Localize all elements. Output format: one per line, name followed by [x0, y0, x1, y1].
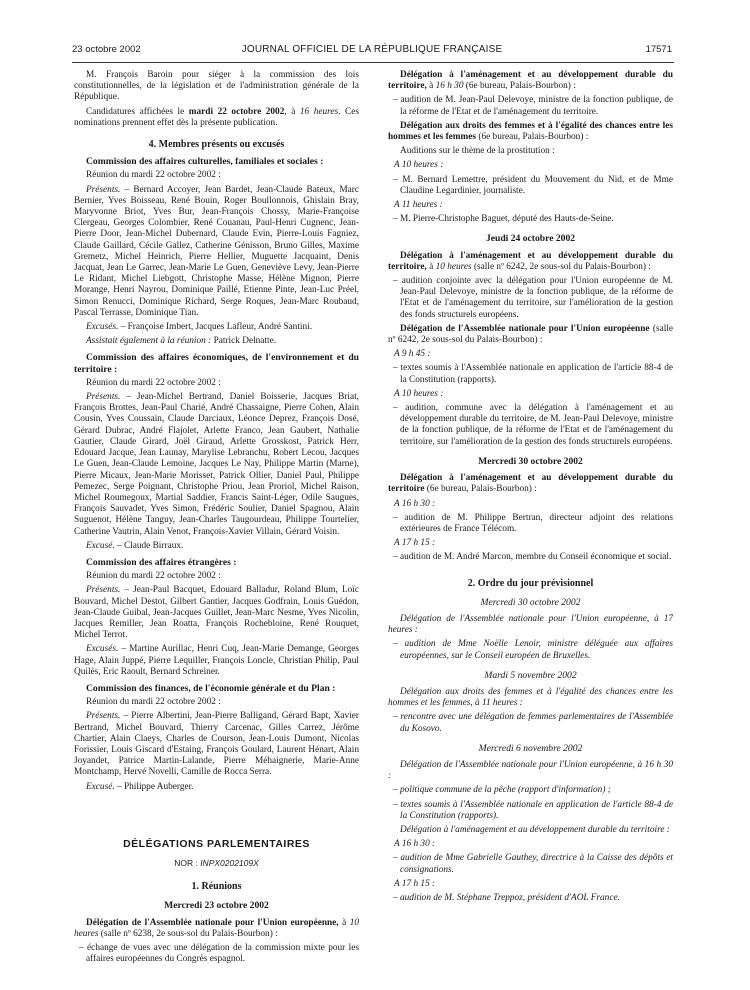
ordre-delegation-ue: Délégation de l'Assemblée nationale pour l'Union européenne, à 17 heures : — [388, 613, 673, 636]
time-label: A 17 h 15 : — [394, 538, 436, 549]
commission-economiques-present — [74, 392, 359, 538]
commission-economiques-title: Commission des affaires économiques, de l'environnement et du territoire : — [74, 352, 359, 375]
commission-economiques-excused — [74, 541, 359, 552]
time-label: A 9 h 45 : — [394, 349, 431, 360]
delegation-amenagement-title-3 — [388, 473, 673, 495]
attend-list: Patrick Delnatte. — [211, 336, 277, 347]
title-rest: (salle nº 6238, 2e sous-sol du Palais-Bourbon) : — [98, 928, 278, 939]
attend-label: Assistait également à la réunion : — [86, 336, 212, 347]
commission-etrangeres-meeting: Réunion du mardi 22 octobre 2002 : — [86, 571, 221, 582]
agenda-item: – audition de Mme Gabrielle Gauthey, directrice à la Caisse des dépôts et consignations. — [393, 853, 673, 875]
excused-label: Excusés. — [86, 322, 119, 333]
header-rule — [72, 62, 674, 63]
candidatures-paragraph — [74, 107, 359, 129]
agenda-item: – audition de Mme Noëlle Lenoir, ministre déléguée aux affaires européennes, sur le Conseil européen de Bruxelles. — [393, 639, 673, 661]
excused-list: – Martine Aurillac, Henri Cuq, Jean-Marie Demange, Georges Hage, Alain Juppé, Pierre Lequiller, François Loncle, Christian Philip, Paul Quilès, Eric Raoult, Bernard Schreiner. — [74, 644, 359, 677]
agenda-item: – audition de M. Philippe Bertran, directeur adjoint des relations extérieures de France Télécom. — [393, 512, 673, 534]
excused-label: Excusé. — [86, 540, 115, 551]
intro2-post: . Ces nominations prennent effet dès la présente publication. — [74, 106, 359, 128]
agenda-item: – audition de M. Stéphane Treppoz, président d'AOL France. — [393, 892, 620, 903]
title-pre: à — [338, 917, 350, 928]
left-column — [74, 70, 359, 968]
page-number: 17571 — [645, 44, 672, 55]
commission-culturelles-excused — [74, 322, 359, 333]
commission-culturelles-present — [74, 185, 359, 319]
title-rest: (salle nº 6242, 2e sous-sol du Palais-Bourbon) : — [471, 261, 651, 272]
ordre-du-jour-title: 2. Ordre du jour prévisionnel — [467, 577, 594, 589]
commission-culturelles-title: Commission des affaires culturelles, familiales et sociales : — [86, 156, 324, 168]
commission-finances-title: Commission des finances, de l'économie générale et du Plan : — [86, 682, 336, 694]
excused-list: – Françoise Imbert, Jacques Lafleur, André Santini. — [118, 322, 313, 333]
delegation-amenagement-title-2 — [388, 251, 673, 273]
commission-finances-excused — [74, 782, 359, 793]
title-rest: (6e bureau, Palais-Bourbon) : — [476, 132, 589, 143]
agenda-item: – textes soumis à l'Assemblée nationale en application de l'article 88-4 de la Constitution (rapports). — [393, 363, 673, 385]
commission-finances-present — [74, 711, 359, 778]
ordre-delegation-femmes: Délégation aux droits des femmes et à l'égalité des chances entre les hommes et les femmes, à 11 heures : — [388, 686, 673, 709]
title-pre: à — [426, 81, 436, 92]
intro2-mid: , à — [284, 106, 300, 117]
delegation-amenagement-title — [388, 70, 673, 92]
present-label: Présents. — [86, 392, 121, 403]
agenda-item: – audition, commune avec la délégation à l'aménagement et au développement durable du territoire, de M. Jean-Paul Delevoye, ministre de la fonction publique, de la réforme de l'Etat et de l'aménagement du territoire, sur l'amélioration de la gestion des fonds structurels européens. — [393, 403, 673, 447]
present-label: Présents. — [86, 711, 121, 722]
present-list: – Pierre Albertini, Jean-Pierre Balligand, Gérard Bapt, Xavier Bertrand, Michel Bouvard, Thierry Carcenac, Gilles Carrez, Jérôme Chartier, Alain Claeys, Charles de Courson, Jean-Louis Dumont, Nicolas Forissier, Louis Giscard d'Estaing, François Goulard, Laurent Hénart, Alain Joyandet, Patrice Martin-Lalande, Pierre Méhaignerie, Marie-Anne Montchamp, Hervé Novelli, Camille de Rocca Serra. — [74, 711, 359, 778]
time-label: A 10 heures : — [394, 160, 444, 171]
intro-paragraph: M. François Baroin pour siéger à la commission des lois constitutionnelles, de la législation et de l'administration générale de la République. — [74, 70, 359, 103]
date-heading-wed23: Mercredi 23 octobre 2002 — [164, 900, 269, 912]
title-rest: (salle nº 6242, 2e sous-sol du Palais-Bourbon) : — [388, 323, 673, 346]
commission-finances-meeting: Réunion du mardi 22 octobre 2002 : — [86, 697, 221, 708]
title-rest: (6e bureau, Palais-Bourbon) : — [463, 81, 576, 92]
commission-economiques-meeting: Réunion du mardi 22 octobre 2002 : — [86, 377, 221, 388]
time-label: A 11 heures : — [394, 200, 443, 211]
right-column — [388, 70, 673, 907]
commission-etrangeres-excused — [74, 644, 359, 678]
reunions-title: 1. Réunions — [191, 881, 242, 893]
time-label: A 16 h 30 : — [394, 839, 436, 850]
date-heading-wed30: Mercredi 30 octobre 2002 — [478, 455, 583, 467]
nor-label: NOR : — [174, 857, 201, 868]
delegation-ue-title-2 — [388, 324, 673, 346]
delegation-name: Délégation de l'Assemblée nationale pour l'Union européenne — [400, 323, 650, 334]
delegation-name: Délégation aux droits des femmes et à l'égalité des chances entre les hommes et les femmes — [388, 120, 673, 143]
agenda-item: – audition de M. Jean-Paul Delevoye, ministre de la fonction publique, de la réforme de l'Etat et de l'aménagement du territoire. — [393, 95, 673, 117]
section-4-title: 4. Membres présents ou excusés — [148, 139, 285, 151]
title-pre: à — [426, 261, 436, 272]
commission-etrangeres-title: Commission des affaires étrangères : — [86, 556, 237, 568]
ordre-date-wed30: Mercredi 30 octobre 2002 — [480, 596, 581, 608]
title-time: 10 heures — [435, 261, 472, 272]
excused-list: – Philippe Auberger. — [114, 781, 194, 792]
intro2-time: 16 heures — [299, 106, 339, 117]
date-heading-thu24: Jeudi 24 octobre 2002 — [485, 233, 576, 245]
excused-list: – Claude Birraux. — [114, 540, 184, 551]
header-date: 23 octobre 2002 — [72, 44, 141, 55]
excused-label: Excusés. — [86, 644, 119, 655]
ordre-date-tue5: Mardi 5 novembre 2002 — [484, 669, 577, 681]
nor-value: INPX0202109X — [200, 857, 259, 868]
agenda-item: – rencontre avec une délégation de femmes parlementaires de l'Assemblée du Kosovo. — [393, 712, 673, 734]
ordre-date-wed6: Mercredi 6 novembre 2002 — [478, 742, 583, 754]
commission-culturelles-attend — [74, 336, 359, 347]
delegation-name: Délégation à l'aménagement et au développement durable du territoire, — [388, 70, 673, 92]
present-list: – Bernard Accoyer, Jean Bardet, Jean-Claude Bateux, Marc Bernier, Yves Boisseau, René Bouin, Roger Boullonnois, Ghislain Bray, Maryvonne Briot, Yves Bur, Jean-François Chossy, Marie-Françoise Clergeau, Georges Colombier, René Couanau, Paul-Henri Cugnenc, Jean-Pierre Door, Jean-Michel Dubernard, Claude Evin, Pierre-Louis Fagniez, Claude Gaillard, Cécile Gallez, Catherine Génisson, Bruno Gilles, Maxime Gremetz, Michel Heinrich, Pierre Hellier, Muguette Jacquaint, Denis Jacquat, Jean Le Garrec, Jean-Marie Le Guen, Geneviève Levy, Jean-Pierre Le Ridant, Michel Liebgott, Christophe Masse, Hélène Mignon, Pierre Morange, Henri Nayrou, Dominique Paillé, Etienne Pinte, Jean-Luc Préel, Simon Renucci, Dominique Richard, Serge Roques, Jean-Marc Roubaud, Pascal Terrasse, Dominique Tian. — [74, 184, 359, 318]
ordre-delegation-ue-2: Délégation de l'Assemblée nationale pour l'Union européenne, à 16 h 30 : — [388, 759, 673, 782]
agenda-item: – politique commune de la pêche (rapport d'information) ; — [393, 785, 611, 796]
delegation-femmes-title — [388, 121, 673, 143]
title-rest: (6e bureau, Palais-Bourbon) : — [424, 484, 537, 495]
present-list: – Jean-Paul Bacquet, Edouard Balladur, Roland Blum, Loïc Bouvard, Michel Destot, Gilbert Gantier, Jacques Godfrain, Louis Guédon, Jean-Claude Guibal, Jean-Jacques Guillet, Jean-Marc Nesme, Yves Nicolin, Jacques Remiller, Jean Roatta, François Rochebloine, René Rouquet, Michel Terrot. — [74, 585, 359, 641]
excused-label: Excusé. — [86, 781, 115, 792]
agenda-item: – audition conjointe avec la délégation pour l'Union européenne de M. Jean-Paul Delevoye, ministre de la fonction publique, de la réforme de l'Etat et de l'aménagement du territoire, sur l'amélioration de la gestion des fonds structurels européens. — [393, 276, 673, 320]
delegation-name: Délégation de l'Assemblée nationale pour l'Union européenne, — [86, 917, 339, 928]
delegations-title: DÉLÉGATIONS PARLEMENTAIRES — [123, 837, 310, 850]
nor-reference — [74, 858, 359, 869]
title-time: 16 h 30 — [435, 81, 464, 92]
commission-etrangeres-present — [74, 585, 359, 641]
journal-title: JOURNAL OFFICIEL DE LA RÉPUBLIQUE FRANÇAISE — [241, 44, 503, 55]
agenda-item: – échange de vues avec une délégation de la commission mixte pour les affaires européennes du Congrès espagnol. — [79, 943, 359, 965]
present-label: Présents. — [86, 184, 121, 195]
present-label: Présents. — [86, 585, 121, 596]
ordre-delegation-amenagement: Délégation à l'aménagement et au développement durable du territoire : — [400, 824, 670, 835]
delegation-ue-title — [74, 918, 359, 940]
theme-line: Auditions sur le thème de la prostitution : — [400, 146, 555, 157]
intro2-date: mardi 22 octobre 2002 — [188, 106, 285, 117]
time-label: A 16 h 30 : — [394, 498, 436, 509]
delegation-name: Délégation à l'aménagement et au développement durable du territoire, — [388, 250, 673, 272]
intro2-pre: Candidatures affichées le — [86, 106, 189, 117]
time-label: A 17 h 15 : — [394, 878, 436, 889]
present-list: – Jean-Michel Bertrand, Daniel Boisserie, Jacques Briat, François Brottes, Jean-Paul Charié, André Chassaigne, Pierre Cohen, Alain Cousin, Yves Coussain, Claude Darciaux, Léonce Deprez, François Dosé, Gérard Dubrac, André Flajolet, Arlette Franco, Jean Gaubert, Nathalie Gautier, Claude Girard, Joël Giraud, Arlette Grosskost, Patrick Herr, Edouard Jacque, Jean Launay, Marylise Lebranchu, Robert Lecou, Jacques Le Guen, Jean-Claude Lemoine, Jacques Le Nay, Philippe Martin (Marne), Pierre Micaux, Jean-Marie Morisset, Patrick Ollier, Daniel Paul, Philippe Pemezec, Serge Poignant, Christophe Priou, Jean Proriol, Michel Raison, Michel Roumegoux, Martial Saddier, Francis Saint-Léger, Odile Saugues, François Sauvadet, Yves Simon, Frédéric Soulier, Daniel Spagnou, Alain Suguenot, Hélène Tanguy, Jean-Charles Taugourdeau, Philippe Tourtelier, Catherine Vautrin, Alain Venot, François-Xavier Villain, Gérard Voisin. — [74, 392, 359, 537]
time-label: A 10 heures : — [394, 388, 444, 399]
agenda-item: – M. Bernard Lemettre, président du Mouvement du Nid, et de Mme Claudine Legardinier, journaliste. — [393, 174, 673, 196]
title-time: 10 heures — [74, 917, 359, 939]
delegation-name: Délégation à l'aménagement et au développement durable du territoire — [388, 473, 673, 495]
agenda-item: – textes soumis à l'Assemblée nationale en application de l'article 88-4 de la Constitution (rapports). — [393, 799, 673, 821]
agenda-item: – audition de M. André Marcon, membre du Conseil économique et social. — [393, 552, 672, 563]
running-header — [72, 44, 672, 58]
agenda-item: – M. Pierre-Christophe Baguet, député des Hauts-de-Seine. — [393, 214, 614, 225]
commission-culturelles-meeting: Réunion du mardi 22 octobre 2002 : — [86, 170, 221, 181]
